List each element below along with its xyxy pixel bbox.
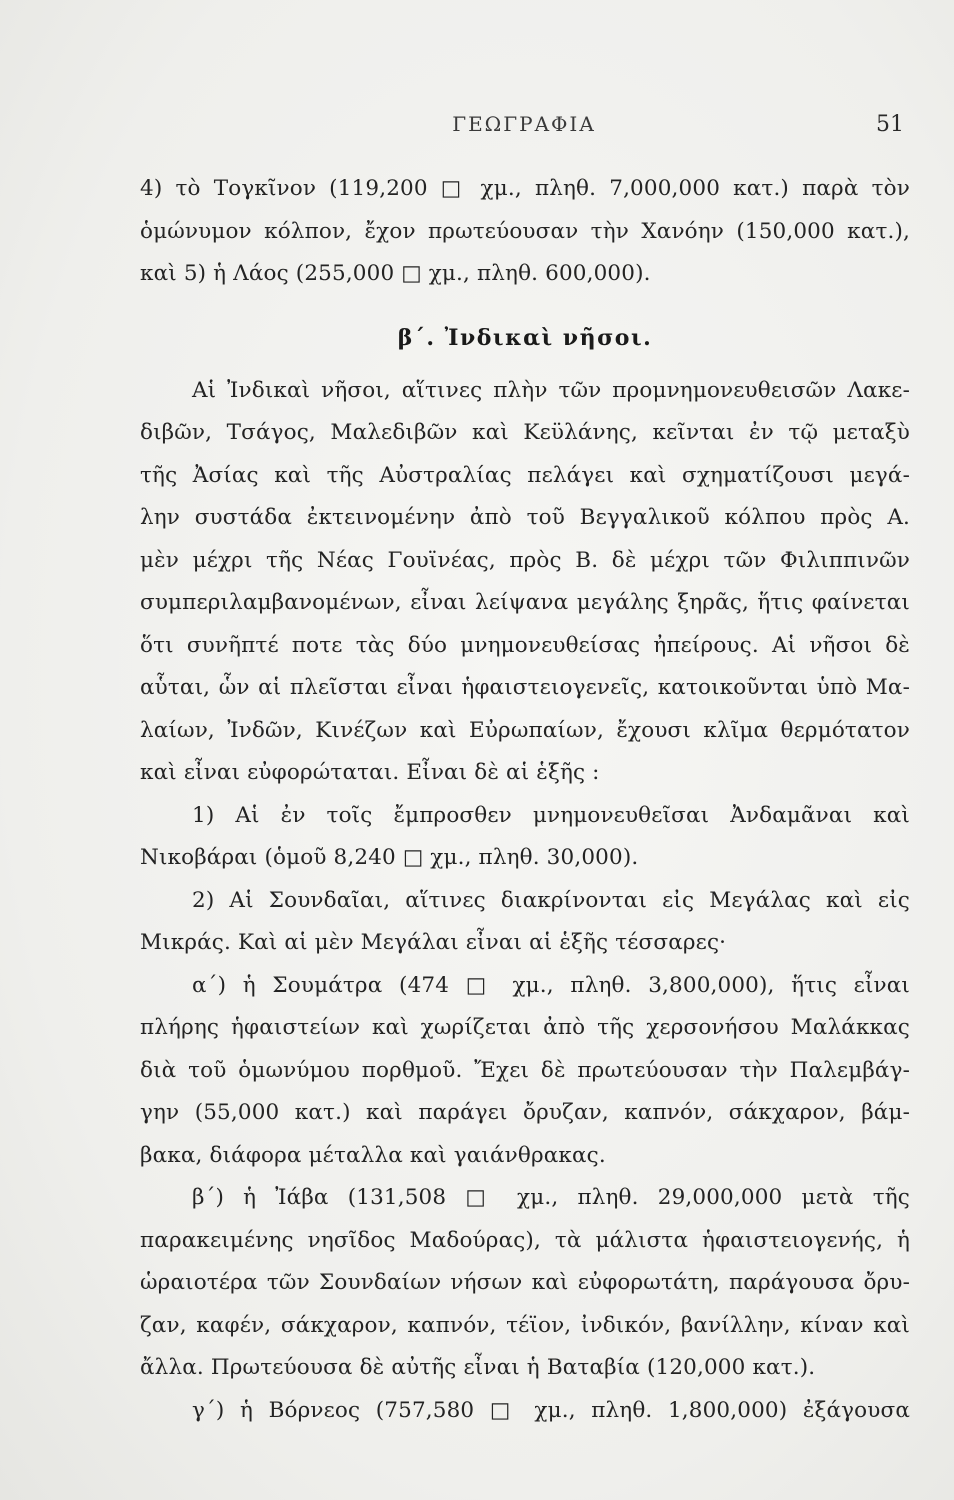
page-header [140,112,908,142]
text-line: αὗται, ὧν αἱ πλεῖσται εἶναι ἡφαιστειογενεῖς, κατοικοῦνται ὑπὸ Μα- [140,675,910,700]
body-text [140,168,910,1432]
text-line: γ΄) ἡ Βόρνεος (757,580 □ χμ., πληθ. 1,800,000) ἐξάγουσα [192,1397,910,1423]
text-line: γην (55,000 κατ.) καὶ παράγει ὄρυζαν, καπνόν, σάκχαρον, βάμ- [140,1100,910,1125]
text-line: Μικράς. Καὶ αἱ μὲν Μεγάλαι εἶναι αἱ ἑξῆς τέσσαρες· [140,930,727,955]
page-number: 51 [876,112,904,137]
text-line: ζαν, καφέν, σάκχαρον, καπνόν, τέϊον, ἰνδικόν, βανίλλην, κίναν καὶ [140,1312,910,1338]
text-line: μὲν μέχρι τῆς Νέας Γουϊνέας, πρὸς Β. δὲ μέχρι τῶν Φιλιππινῶν [140,547,910,573]
text-line: ὁμώνυμον κόλπον, ἔχον πρωτεύουσαν τὴν Χανόην (150,000 κατ.), [140,218,910,244]
text-line: πλήρης ἡφαιστείων καὶ χωρίζεται ἀπὸ τῆς χερσονήσου Μαλάκκας [140,1015,910,1040]
text-line: λην συστάδα ἐκτεινομένην ἀπὸ τοῦ Βεγγαλικοῦ κόλπου πρὸς Α. [140,505,910,530]
text-line: ὡραιοτέρα τῶν Σουνδαίων νήσων καὶ εὐφορωτάτη, παράγουσα ὄρυ- [140,1270,910,1295]
text-line: διβῶν, Τσάγος, Μαλεδιβῶν καὶ Κεϋλάνης, κεῖνται ἐν τῷ μεταξὺ [140,420,910,445]
text-line: διὰ τοῦ ὁμωνύμου πορθμοῦ. Ἔχει δὲ πρωτεύουσαν τὴν Παλεμβάγ- [140,1057,910,1083]
text-line: Νικοβάραι (ὁμοῦ 8,240 □ χμ., πληθ. 30,000). [140,845,639,870]
text-line: λαίων, Ἰνδῶν, Κινέζων καὶ Εὐρωπαίων, ἔχουσι κλῖμα θερμότατον [140,717,910,743]
text-line: τῆς Ἀσίας καὶ τῆς Αὐστραλίας πελάγει καὶ σχηματίζουσι μεγά- [140,462,910,488]
text-line: α΄) ἡ Σουμάτρα (474 □ χμ., πληθ. 3,800,000), ἥτις εἶναι [192,972,910,998]
running-head: ΓΕΩΓΡΑΦΙΑ [452,112,596,136]
text-line: Αἱ Ἰνδικαὶ νῆσοι, αἵτινες πλὴν τῶν προμνημονευθεισῶν Λακε- [192,377,910,403]
text-line: παρακειμένης νησῖδος Μαδούρας), τὰ μάλιστα ἡφαιστειογενής, ἡ [140,1227,910,1253]
text-line: ὅτι συνῆπτέ ποτε τὰς δύο μνημονευθείσας ἠπείρους. Αἱ νῆσοι δὲ [140,632,910,658]
text-line: βακα, διάφορα μέταλλα καὶ γαιάνθρακας. [140,1142,606,1168]
text-line: β΄) ἡ Ἰάβα (131,508 □ χμ., πληθ. 29,000,000 μετὰ τῆς [192,1185,910,1210]
text-line: καὶ 5) ἡ Λάος (255,000 □ χμ., πληθ. 600,000). [140,261,651,286]
text-line: 2) Αἱ Σουνδαῖαι, αἵτινες διακρίνονται εἰς Μεγάλας καὶ εἰς [192,887,910,913]
section-heading: β΄. Ἰνδικαὶ νῆσοι. [397,324,653,351]
text-line: συμπεριλαμβανομένων, εἶναι λείψανα μεγάλης ξηρᾶς, ἥτις φαίνεται [140,590,910,615]
text-line: 4) τὸ Τογκῖνον (119,200 □ χμ., πληθ. 7,000,000 κατ.) παρὰ τὸν [140,176,910,201]
text-line: ἄλλα. Πρωτεύουσα δὲ αὐτῆς εἶναι ἡ Βαταβία (120,000 κατ.). [140,1355,816,1380]
text-line: 1) Αἱ ἐν τοῖς ἔμπροσθεν μνημονευθεῖσαι Ἀνδαμᾶναι καὶ [192,802,910,828]
text-line: καὶ εἶναι εὐφορώταται. Εἶναι δὲ αἱ ἑξῆς : [140,760,600,785]
